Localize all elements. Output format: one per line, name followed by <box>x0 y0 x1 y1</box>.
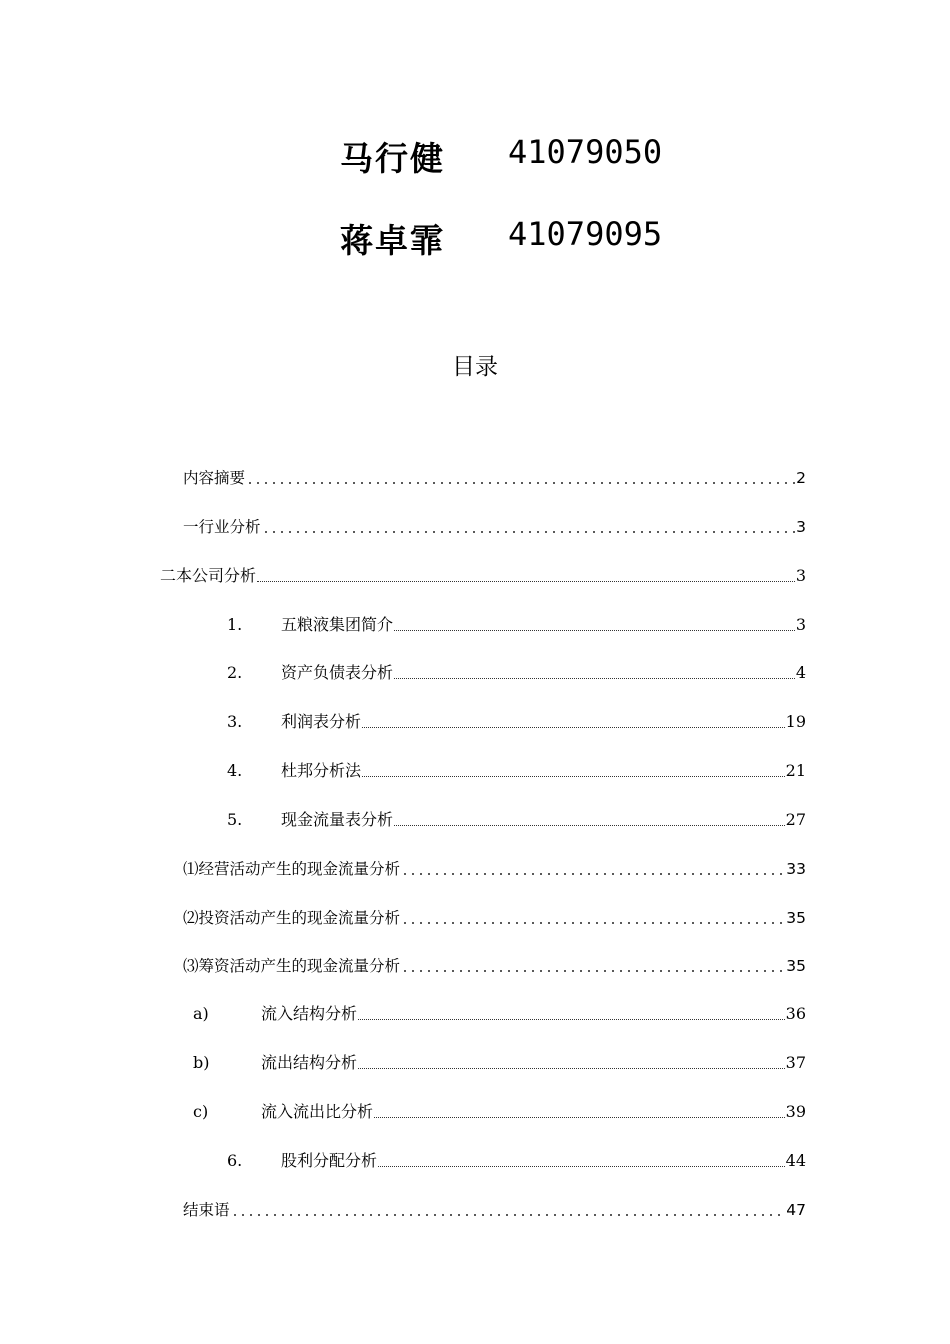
toc-leader <box>394 676 795 679</box>
toc-leader <box>378 1164 785 1167</box>
toc-entry-number: 5. <box>227 810 243 829</box>
student-id: 41079095 <box>508 215 663 253</box>
toc-leader <box>257 579 795 582</box>
toc-entry-number: c) <box>193 1102 209 1121</box>
toc-entry-label: 资产负债表分析 <box>281 663 394 682</box>
toc-page-number: 33 <box>786 860 806 878</box>
author-name: 马行健 <box>340 139 445 178</box>
toc-entry-number: b) <box>193 1053 210 1072</box>
toc-entry[interactable] <box>193 1049 806 1073</box>
toc-page-number: 44 <box>785 1151 806 1170</box>
toc-page-number: 35 <box>786 957 806 975</box>
toc-entry[interactable] <box>227 708 806 732</box>
toc-entry-label: 五粮液集团简介 <box>281 615 394 634</box>
toc-page-number: 37 <box>785 1053 806 1072</box>
toc-page-number: 35 <box>786 909 806 927</box>
toc-leader <box>362 725 785 728</box>
toc-entry-number: 1. <box>227 615 243 634</box>
toc-leader <box>401 970 785 972</box>
toc-entry[interactable] <box>193 1000 806 1024</box>
author-line-1 <box>0 133 950 183</box>
toc-entry-label: 利润表分析 <box>281 712 362 731</box>
toc-page-number: 47 <box>786 1201 806 1219</box>
toc-page-number: 4 <box>795 663 806 682</box>
toc-leader <box>394 628 795 631</box>
toc-page-number: 19 <box>785 712 806 731</box>
toc-entry[interactable] <box>183 1196 806 1220</box>
toc-leader <box>394 823 785 826</box>
toc-entry-label: ⑴经营活动产生的现金流量分析 <box>183 860 401 878</box>
toc-page-number: 3 <box>796 518 806 536</box>
toc-leader <box>374 1115 785 1118</box>
toc-title: 目录 <box>452 354 498 380</box>
toc-entry[interactable] <box>227 806 806 830</box>
toc-entry-number: 4. <box>227 761 243 780</box>
toc-entry-label: 现金流量表分析 <box>281 810 394 829</box>
toc-entry-number: a) <box>193 1004 209 1023</box>
toc-entry[interactable] <box>183 464 806 488</box>
toc-entry-label: ⑶筹资活动产生的现金流量分析 <box>183 957 401 975</box>
toc-entry-number: 2. <box>227 663 243 682</box>
toc-entry[interactable] <box>183 513 806 537</box>
toc-entry-label: 股利分配分析 <box>281 1151 378 1170</box>
toc-leader <box>401 922 785 924</box>
toc-entry-number: 6. <box>227 1151 243 1170</box>
toc-page-number: 39 <box>785 1102 806 1121</box>
toc-entry-label: 流入结构分析 <box>261 1004 358 1023</box>
toc-leader <box>262 531 796 533</box>
toc-page-number: 2 <box>796 469 806 487</box>
toc-page-number: 3 <box>795 566 806 585</box>
toc-entry[interactable] <box>227 757 806 781</box>
toc-entry[interactable] <box>183 855 806 879</box>
toc-entry-label: ⑵投资活动产生的现金流量分析 <box>183 909 401 927</box>
toc-entry-label: 内容摘要 <box>183 469 246 487</box>
author-name: 蒋卓霏 <box>340 221 445 260</box>
toc-entry[interactable] <box>183 952 806 976</box>
toc-page-number: 36 <box>785 1004 806 1023</box>
toc-page-number: 21 <box>785 761 806 780</box>
toc-leader <box>358 1066 785 1069</box>
toc-entry[interactable] <box>227 611 806 635</box>
toc-entry-label: 二本公司分析 <box>160 566 257 585</box>
student-id: 41079050 <box>508 133 663 171</box>
toc-entry[interactable] <box>183 904 806 928</box>
toc-entry-label: 流出结构分析 <box>261 1053 358 1072</box>
toc-entry-number: 3. <box>227 712 243 731</box>
toc-entry[interactable] <box>160 562 806 586</box>
toc-entry-label: 流入流出比分析 <box>261 1102 374 1121</box>
toc-leader <box>246 482 795 484</box>
toc-page-number: 27 <box>785 810 806 829</box>
author-line-2 <box>0 215 950 265</box>
toc-entry-label: 结束语 <box>183 1201 230 1219</box>
toc-leader <box>362 774 785 777</box>
toc-entry-label: 一行业分析 <box>183 518 261 536</box>
toc-leader <box>401 873 785 875</box>
toc-entry[interactable] <box>227 1147 806 1171</box>
toc-entry[interactable] <box>193 1098 806 1122</box>
toc-leader <box>358 1017 785 1020</box>
toc-leader <box>231 1214 786 1216</box>
toc-entry[interactable] <box>227 659 806 683</box>
toc-page-number: 3 <box>795 615 806 634</box>
toc-entry-label: 杜邦分析法 <box>281 761 362 780</box>
